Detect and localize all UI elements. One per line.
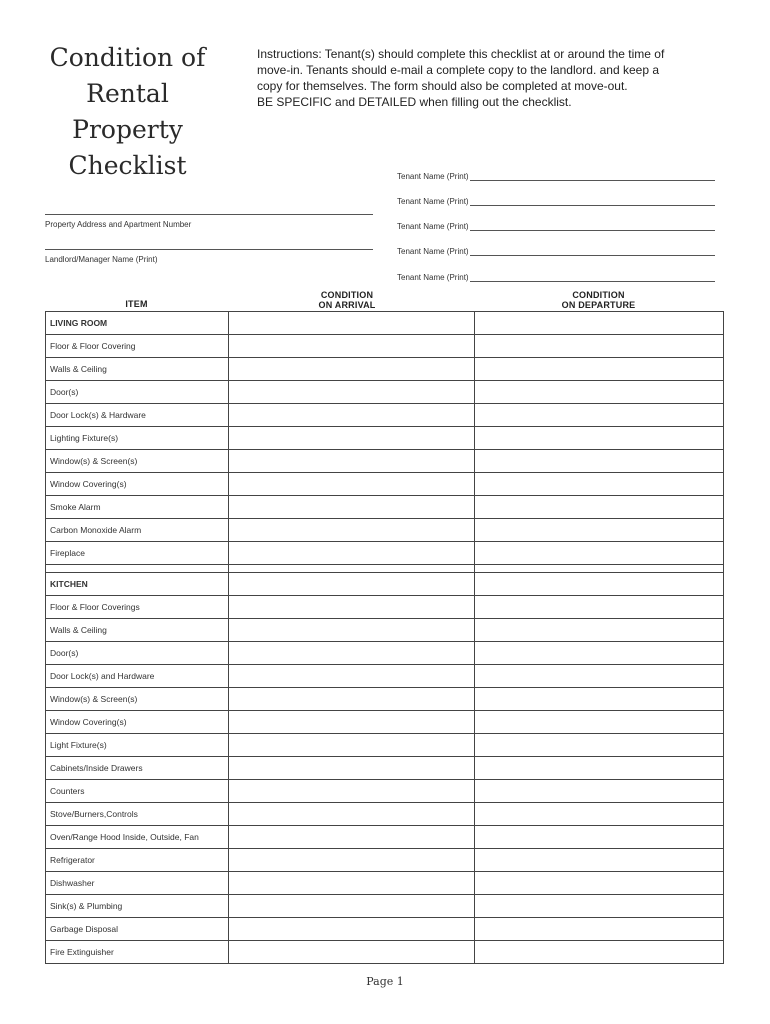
condition-on-arrival-cell[interactable] xyxy=(229,757,475,780)
table-row xyxy=(46,688,724,711)
condition-on-departure-cell[interactable] xyxy=(475,688,724,711)
condition-on-arrival-cell[interactable] xyxy=(229,404,475,427)
item-name-cell: Window Covering(s) xyxy=(46,711,229,734)
item-name-cell: Lighting Fixture(s) xyxy=(46,427,229,450)
checklist-body xyxy=(46,312,724,964)
condition-on-arrival-cell[interactable] xyxy=(229,473,475,496)
tenant-name-label: Tenant Name (Print) xyxy=(397,273,469,282)
departure-column-header xyxy=(474,290,723,310)
condition-on-arrival-cell[interactable] xyxy=(229,312,475,335)
table-row xyxy=(46,780,724,803)
table-row xyxy=(46,427,724,450)
instructions-line: BE SPECIFIC and DETAILED when filling out the checklist. xyxy=(257,95,572,109)
condition-on-arrival-cell[interactable] xyxy=(229,895,475,918)
item-name-cell: Smoke Alarm xyxy=(46,496,229,519)
condition-on-departure-cell[interactable] xyxy=(475,849,724,872)
table-row xyxy=(46,519,724,542)
table-row xyxy=(46,542,724,565)
tenant-name-line[interactable] xyxy=(470,172,715,181)
item-name-cell: Door(s) xyxy=(46,381,229,404)
item-name-cell: Floor & Floor Covering xyxy=(46,335,229,358)
spacer-row xyxy=(46,565,724,573)
item-name-cell: Window Covering(s) xyxy=(46,473,229,496)
table-row xyxy=(46,404,724,427)
condition-on-arrival-cell[interactable] xyxy=(229,734,475,757)
item-name-cell: Garbage Disposal xyxy=(46,918,229,941)
item-name-cell: Light Fixture(s) xyxy=(46,734,229,757)
tenant-name-label: Tenant Name (Print) xyxy=(397,247,469,256)
property-address-label: Property Address and Apartment Number xyxy=(45,220,192,229)
tenant-name-label: Tenant Name (Print) xyxy=(397,222,469,231)
item-name-cell: Sink(s) & Plumbing xyxy=(46,895,229,918)
tenant-name-field-1[interactable] xyxy=(397,167,715,181)
table-row xyxy=(46,473,724,496)
condition-on-arrival-cell[interactable] xyxy=(229,872,475,895)
table-row xyxy=(46,711,724,734)
condition-on-departure-cell[interactable] xyxy=(475,358,724,381)
arrival-header-line: ON ARRIVAL xyxy=(318,300,376,310)
instructions xyxy=(257,46,717,110)
condition-on-arrival-cell[interactable] xyxy=(229,642,475,665)
checklist-table xyxy=(45,311,724,964)
table-row xyxy=(46,381,724,404)
title-line: Checklist xyxy=(68,151,187,180)
condition-on-arrival-cell[interactable] xyxy=(229,665,475,688)
form-title xyxy=(40,40,215,184)
departure-header-line: ON DEPARTURE xyxy=(561,300,636,310)
condition-on-arrival-cell[interactable] xyxy=(229,688,475,711)
condition-on-departure-cell[interactable] xyxy=(475,803,724,826)
condition-on-departure-cell[interactable] xyxy=(475,734,724,757)
tenant-name-field-4[interactable] xyxy=(397,242,715,256)
tenant-name-label: Tenant Name (Print) xyxy=(397,172,469,181)
condition-on-arrival-cell[interactable] xyxy=(229,711,475,734)
item-name-cell: Window(s) & Screen(s) xyxy=(46,688,229,711)
item-name-cell: Walls & Ceiling xyxy=(46,619,229,642)
item-name-cell: Dishwasher xyxy=(46,872,229,895)
condition-on-arrival-cell[interactable] xyxy=(229,918,475,941)
condition-on-departure-cell[interactable] xyxy=(475,711,724,734)
tenant-name-field-3[interactable] xyxy=(397,217,715,231)
table-row xyxy=(46,335,724,358)
condition-on-departure-cell[interactable] xyxy=(475,918,724,941)
instructions-line: copy for themselves. The form should also be completed at move-out. xyxy=(257,79,628,93)
landlord-name-line[interactable] xyxy=(45,249,373,250)
condition-on-arrival-cell[interactable] xyxy=(229,358,475,381)
item-name-cell: Door(s) xyxy=(46,642,229,665)
section-row xyxy=(46,312,724,335)
table-row xyxy=(46,803,724,826)
condition-on-departure-cell[interactable] xyxy=(475,642,724,665)
title-line: Rental xyxy=(86,79,169,108)
condition-on-departure-cell[interactable] xyxy=(475,596,724,619)
table-row xyxy=(46,358,724,381)
item-name-cell: Fire Extinguisher xyxy=(46,941,229,964)
item-header-text: ITEM xyxy=(125,299,148,309)
item-name-cell: Carbon Monoxide Alarm xyxy=(46,519,229,542)
arrival-column-header xyxy=(228,290,466,310)
condition-on-departure-cell[interactable] xyxy=(475,826,724,849)
condition-on-arrival-cell[interactable] xyxy=(229,619,475,642)
table-row xyxy=(46,849,724,872)
condition-on-arrival-cell[interactable] xyxy=(229,335,475,358)
table-row xyxy=(46,619,724,642)
tenant-name-line[interactable] xyxy=(470,222,715,231)
item-name-cell: Door Lock(s) & Hardware xyxy=(46,404,229,427)
instructions-line: Instructions: Tenant(s) should complete this checklist at or around the time of xyxy=(257,47,665,61)
condition-on-arrival-cell[interactable] xyxy=(229,496,475,519)
section-row xyxy=(46,573,724,596)
item-name-cell: Floor & Floor Coverings xyxy=(46,596,229,619)
condition-on-departure-cell[interactable] xyxy=(475,573,724,596)
table-row xyxy=(46,895,724,918)
condition-on-departure-cell[interactable] xyxy=(475,450,724,473)
table-row xyxy=(46,665,724,688)
landlord-name-label: Landlord/Manager Name (Print) xyxy=(45,255,158,264)
table-row xyxy=(46,826,724,849)
section-heading: KITCHEN xyxy=(46,573,229,596)
tenant-name-field-5[interactable] xyxy=(397,268,715,282)
spacer-cell xyxy=(46,565,229,573)
condition-on-departure-cell[interactable] xyxy=(475,941,724,964)
item-name-cell: Counters xyxy=(46,780,229,803)
title-line: Property xyxy=(72,115,183,144)
condition-on-departure-cell[interactable] xyxy=(475,404,724,427)
table-row xyxy=(46,642,724,665)
spacer-cell xyxy=(475,565,724,573)
item-name-cell: Oven/Range Hood Inside, Outside, Fan xyxy=(46,826,229,849)
table-row xyxy=(46,918,724,941)
condition-on-arrival-cell[interactable] xyxy=(229,849,475,872)
item-column-header xyxy=(45,299,228,309)
condition-on-arrival-cell[interactable] xyxy=(229,780,475,803)
item-name-cell: Walls & Ceiling xyxy=(46,358,229,381)
condition-on-arrival-cell[interactable] xyxy=(229,826,475,849)
item-name-cell: Refrigerator xyxy=(46,849,229,872)
table-row xyxy=(46,941,724,964)
condition-on-departure-cell[interactable] xyxy=(475,335,724,358)
condition-on-departure-cell[interactable] xyxy=(475,542,724,565)
arrival-header-line: CONDITION xyxy=(320,290,374,300)
condition-on-departure-cell[interactable] xyxy=(475,757,724,780)
condition-on-arrival-cell[interactable] xyxy=(229,803,475,826)
page-number: Page 1 xyxy=(366,975,404,988)
table-row xyxy=(46,596,724,619)
item-name-cell: Door Lock(s) and Hardware xyxy=(46,665,229,688)
condition-on-departure-cell[interactable] xyxy=(475,496,724,519)
condition-on-arrival-cell[interactable] xyxy=(229,381,475,404)
spacer-cell xyxy=(229,565,475,573)
condition-on-departure-cell[interactable] xyxy=(475,665,724,688)
item-name-cell: Fireplace xyxy=(46,542,229,565)
title-line: Condition of xyxy=(49,43,206,72)
condition-on-arrival-cell[interactable] xyxy=(229,450,475,473)
condition-on-arrival-cell[interactable] xyxy=(229,542,475,565)
tenant-name-line[interactable] xyxy=(470,197,715,206)
instructions-line: move-in. Tenants should e-mail a complete copy to the landlord. and keep a xyxy=(257,63,660,77)
condition-on-arrival-cell[interactable] xyxy=(229,519,475,542)
table-row xyxy=(46,496,724,519)
condition-on-arrival-cell[interactable] xyxy=(229,573,475,596)
tenant-name-field-2[interactable] xyxy=(397,192,715,206)
departure-header-line: CONDITION xyxy=(572,290,625,300)
condition-on-departure-cell[interactable] xyxy=(475,381,724,404)
tenant-name-label: Tenant Name (Print) xyxy=(397,197,469,206)
condition-on-departure-cell[interactable] xyxy=(475,427,724,450)
table-row xyxy=(46,872,724,895)
condition-on-departure-cell[interactable] xyxy=(475,872,724,895)
property-address-line[interactable] xyxy=(45,214,373,215)
condition-on-departure-cell[interactable] xyxy=(475,519,724,542)
tenant-name-line[interactable] xyxy=(470,273,715,282)
condition-on-arrival-cell[interactable] xyxy=(229,427,475,450)
condition-on-departure-cell[interactable] xyxy=(475,895,724,918)
condition-on-departure-cell[interactable] xyxy=(475,473,724,496)
item-name-cell: Cabinets/Inside Drawers xyxy=(46,757,229,780)
table-row xyxy=(46,450,724,473)
condition-on-departure-cell[interactable] xyxy=(475,312,724,335)
table-row xyxy=(46,734,724,757)
table-row xyxy=(46,757,724,780)
condition-on-departure-cell[interactable] xyxy=(475,619,724,642)
item-name-cell: Stove/Burners,Controls xyxy=(46,803,229,826)
condition-on-departure-cell[interactable] xyxy=(475,780,724,803)
item-name-cell: Window(s) & Screen(s) xyxy=(46,450,229,473)
condition-on-arrival-cell[interactable] xyxy=(229,596,475,619)
section-heading: LIVING ROOM xyxy=(46,312,229,335)
condition-on-arrival-cell[interactable] xyxy=(229,941,475,964)
tenant-name-line[interactable] xyxy=(470,247,715,256)
